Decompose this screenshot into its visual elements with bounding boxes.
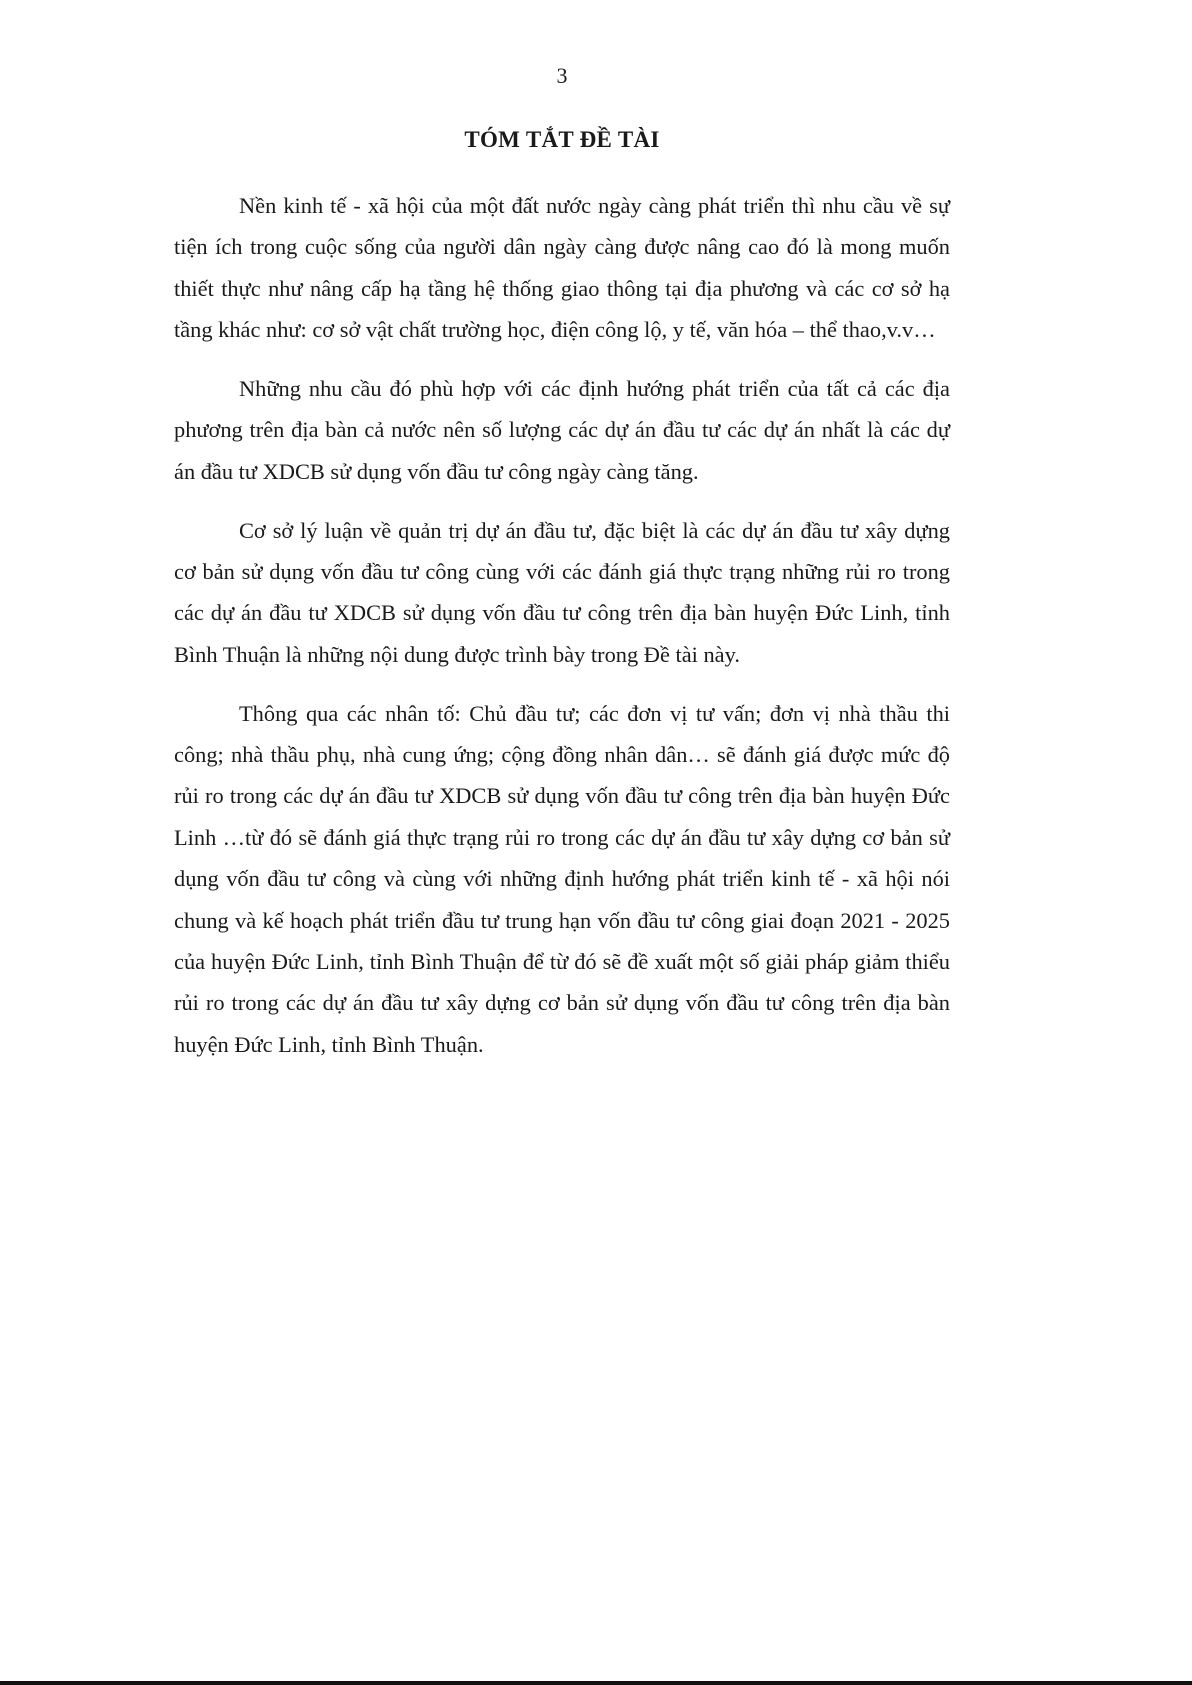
summary-body [174, 185, 950, 1065]
page-number: 3 [556, 63, 568, 88]
paragraph: Cơ sở lý luận về quản trị dự án đầu tư, đặc biệt là các dự án đầu tư xây dựng cơ bản sử dụng vốn đầu tư công cùng với các đánh giá thực trạng những rủi ro trong các dự án đầu tư XDCB sử dụng vốn đầu tư công trên địa bàn huyện Đức Linh, tỉnh Bình Thuận là những nội dung được trình bày trong Đề tài này. [174, 517, 950, 667]
bottom-divider [0, 1681, 1192, 1685]
paragraph: Nền kinh tế - xã hội của một đất nước ngày càng phát triển thì nhu cầu về sự tiện ích trong cuộc sống của người dân ngày càng được nâng cao đó là mong muốn thiết thực như nâng cấp hạ tầng hệ thống giao thông tại địa phương và các cơ sở hạ tầng khác như: cơ sở vật chất trường học, điện công lộ, y tế, văn hóa – thể thao,v.v… [174, 193, 950, 343]
paragraph: Những nhu cầu đó phù hợp với các định hướng phát triển của tất cả các địa phương trên địa bàn cả nước nên số lượng các dự án đầu tư các dự án nhất là các dự án đầu tư XDCB sử dụng vốn đầu tư công ngày càng tăng. [174, 376, 950, 484]
paragraph: Thông qua các nhân tố: Chủ đầu tư; các đơn vị tư vấn; đơn vị nhà thầu thi công; nhà thầu phụ, nhà cung ứng; cộng đồng nhân dân… sẽ đánh giá được mức độ rủi ro trong các dự án đầu tư XDCB sử dụng vốn đầu tư công trên địa bàn huyện Đức Linh …từ đó sẽ đánh giá thực trạng rủi ro trong các dự án đầu tư xây dựng cơ bản sử dụng vốn đầu tư công và cùng với những định hướng phát triển kinh tế - xã hội nói chung và kế hoạch phát triển đầu tư trung hạn vốn đầu tư công giai đoạn 2021 - 2025 của huyện Đức Linh, tỉnh Bình Thuận để từ đó sẽ đề xuất một số giải pháp giảm thiểu rủi ro trong các dự án đầu tư xây dựng cơ bản sử dụng vốn đầu tư công trên địa bàn huyện Đức Linh, tỉnh Bình Thuận. [174, 700, 950, 1057]
page-title: TÓM TẮT ĐỀ TÀI [464, 127, 660, 152]
